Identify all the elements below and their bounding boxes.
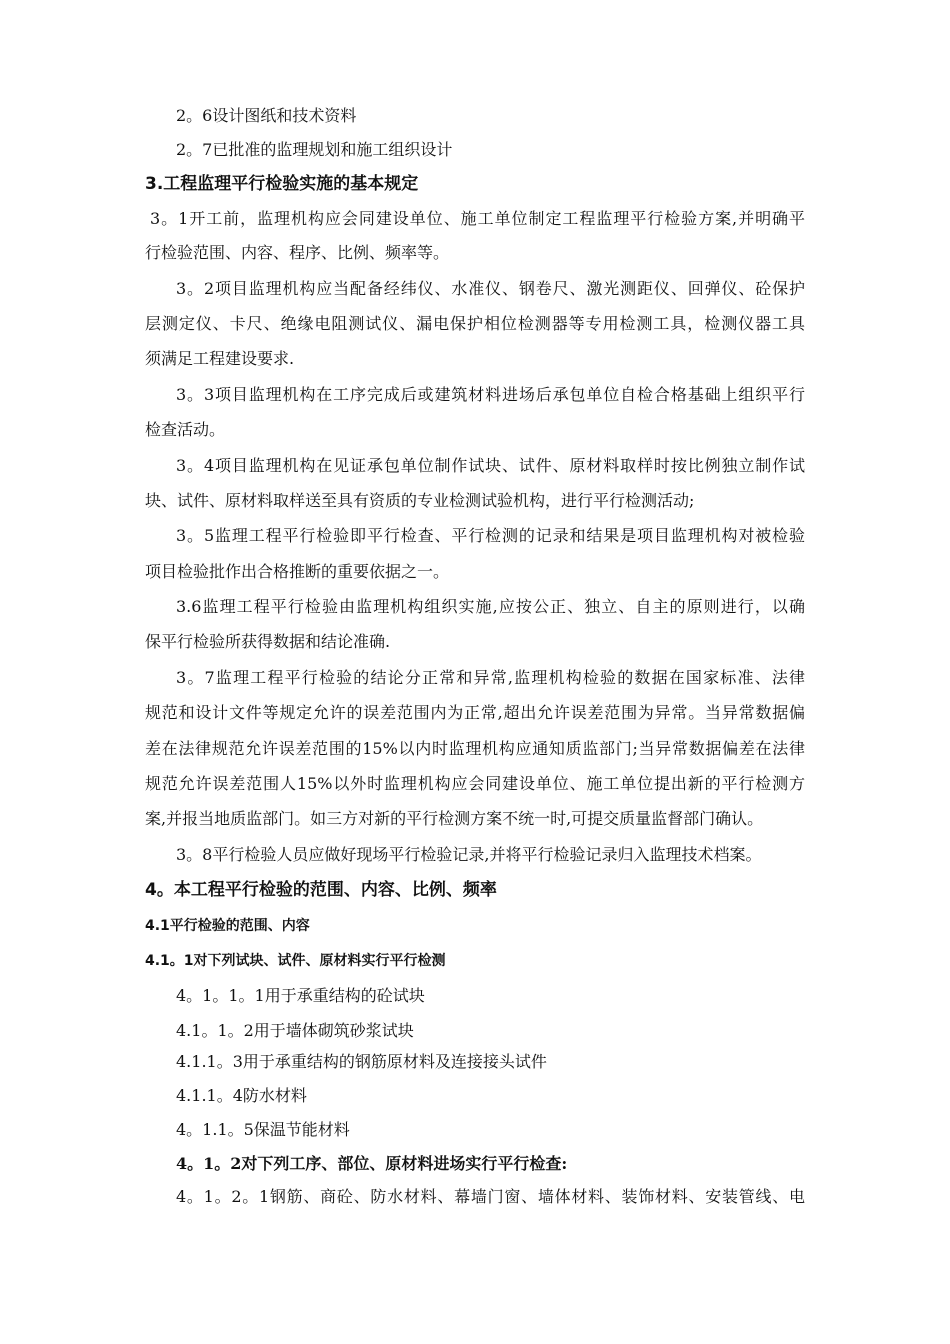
text-line: 规范和设计文件等规定允许的误差范围内为正常,超出允许误差范围为异常。当异常数据偏 [145,703,805,722]
text-line: 2。7已批准的监理规划和施工组织设计 [176,140,453,159]
text-line: 3。7监理工程平行检验的结论分正常和异常,监理机构检验的数据在国家标准、法律 [176,668,805,687]
subsection-heading: 4。1。2对下列工序、部位、原材料进场实行平行检查: [176,1154,568,1173]
text-line: 3。8平行检验人员应做好现场平行检验记录,并将平行检验记录归入监理技术档案。 [176,845,762,864]
text-line: 3.6监理工程平行检验由监理机构组织实施,应按公正、独立、自主的原则进行，以确 [176,597,805,616]
list-item: 4.1.1。4防水材料 [176,1086,307,1105]
text-line: 2。6设计图纸和技术资料 [176,106,357,125]
text-line: 块、试件、原材料取样送至具有资质的专业检测试验机构，进行平行检测活动; [145,491,695,510]
text-line: 案,并报当地质监部门。如三方对新的平行检测方案不统一时,可提交质量监督部门确认。 [145,809,764,828]
list-item: 4。1.1。5保温节能材料 [176,1120,350,1139]
section-heading: 4。本工程平行检验的范围、内容、比例、频率 [145,880,497,900]
list-item: 4.1.1。3用于承重结构的钢筋原材料及连接接头试件 [176,1052,547,1071]
text-line: 须满足工程建设要求. [145,349,295,368]
text-line: 3。1开工前，监理机构应会同建设单位、施工单位制定工程监理平行检验方案,并明确平 [150,209,805,228]
subsection-heading: 4.1平行检验的范围、内容 [145,918,310,934]
text-line: 项目检验批作出合格推断的重要依据之一。 [145,562,450,581]
subsection-heading: 4.1。1对下列试块、试件、原材料实行平行检测 [145,953,446,969]
text-line: 行检验范围、内容、程序、比例、频率等。 [145,243,450,262]
text-line: 差在法律规范允许误差范围的15%以内时监理机构应通知质监部门;当异常数据偏差在法律 [145,739,805,758]
section-heading: 3.工程监理平行检验实施的基本规定 [145,174,419,194]
text-line: 层测定仪、卡尺、绝缘电阻测试仪、漏电保护相位检测器等专用检测工具，检测仪器工具 [145,314,805,333]
text-line: 3。3项目监理机构在工序完成后或建筑材料进场后承包单位自检合格基础上组织平行 [176,385,805,404]
text-line: 3。5监理工程平行检验即平行检查、平行检测的记录和结果是项目监理机构对被检验 [176,526,805,545]
text-line: 检查活动。 [145,420,226,439]
text-line: 3。4项目监理机构在见证承包单位制作试块、试件、原材料取样时按比例独立制作试 [176,456,805,475]
text-line: 3。2项目监理机构应当配备经纬仪、水准仪、钢卷尺、激光测距仪、回弹仪、砼保护 [176,279,805,298]
text-line: 规范允许误差范围人15%以外时监理机构应会同建设单位、施工单位提出新的平行检测方 [145,774,805,793]
list-item: 4.1。1。2用于墙体砌筑砂浆试块 [176,1021,414,1040]
text-line: 保平行检验所获得数据和结论准确. [145,632,391,651]
list-item: 4。1。1。1用于承重结构的砼试块 [176,986,425,1005]
list-item: 4。1。2。1钢筋、商砼、防水材料、幕墙门窗、墙体材料、装饰材料、安装管线、电 [176,1187,805,1206]
